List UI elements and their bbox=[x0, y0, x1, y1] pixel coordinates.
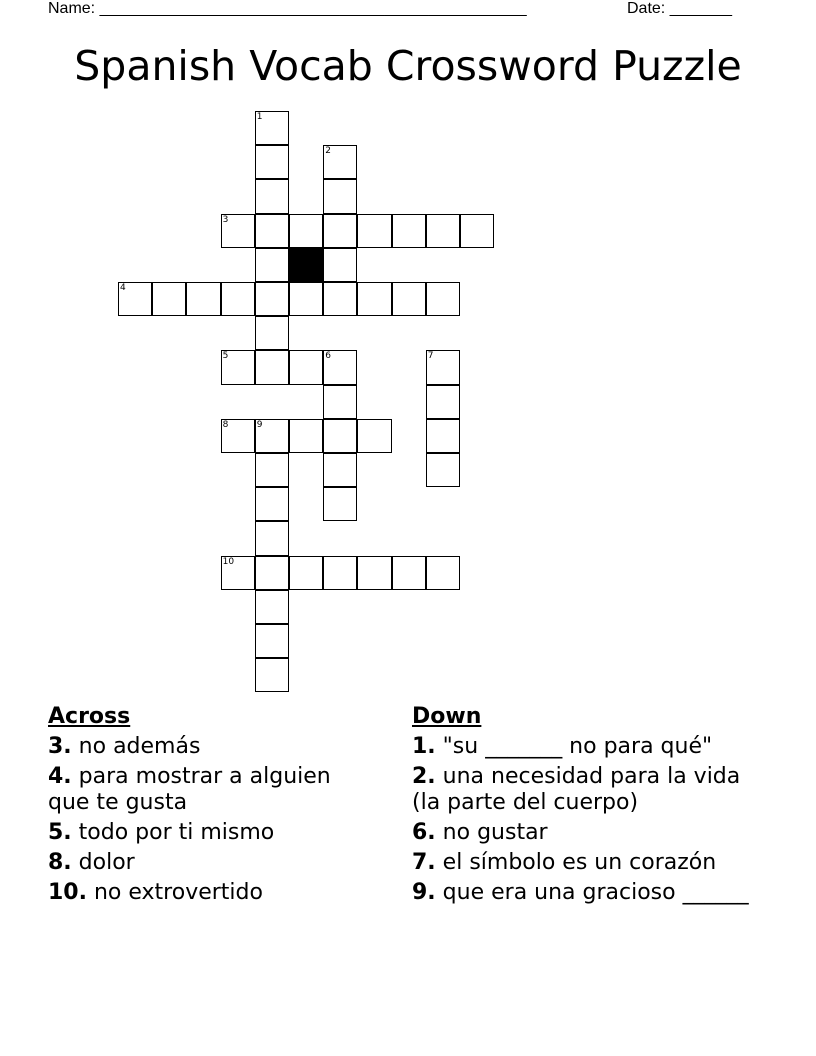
clue-down-7 bbox=[412, 850, 772, 876]
grid-cell[interactable] bbox=[357, 419, 391, 453]
grid-cell[interactable] bbox=[255, 111, 289, 145]
grid-cell[interactable] bbox=[255, 658, 289, 692]
grid-cell[interactable] bbox=[289, 350, 323, 384]
down-clues bbox=[412, 702, 772, 910]
grid-cell[interactable] bbox=[323, 487, 357, 521]
clue-across-8 bbox=[48, 850, 378, 876]
grid-cell[interactable] bbox=[152, 282, 186, 316]
grid-cell[interactable] bbox=[392, 282, 426, 316]
clue-text: no además bbox=[78, 734, 201, 759]
clue-text: no extrovertido bbox=[93, 880, 263, 905]
grid-cell[interactable] bbox=[323, 214, 357, 248]
cell-number: 8 bbox=[222, 419, 229, 430]
clue-number: 4. bbox=[48, 764, 72, 789]
clue-number: 5. bbox=[48, 820, 72, 845]
clue-text: no gustar bbox=[442, 820, 548, 845]
grid-cell[interactable] bbox=[255, 214, 289, 248]
grid-cell[interactable] bbox=[255, 179, 289, 213]
grid-cell[interactable] bbox=[255, 590, 289, 624]
cell-number: 2 bbox=[325, 146, 331, 157]
clue-across-10 bbox=[48, 880, 378, 906]
clue-down-6 bbox=[412, 820, 772, 846]
clue-across-5 bbox=[48, 820, 378, 846]
clue-text: una necesidad para la vida (la parte del cuerpo) bbox=[412, 764, 741, 815]
clue-number: 2. bbox=[412, 764, 436, 789]
clue-across-4 bbox=[48, 764, 378, 816]
clue-number: 10. bbox=[48, 880, 87, 905]
clue-number: 1. bbox=[412, 734, 436, 759]
clue-text: para mostrar a alguien que te gusta bbox=[48, 764, 331, 815]
clue-text: el símbolo es un corazón bbox=[442, 850, 717, 875]
down-heading: Down bbox=[412, 704, 482, 729]
clue-number: 8. bbox=[48, 850, 72, 875]
grid-cell[interactable] bbox=[392, 556, 426, 590]
grid-cell[interactable] bbox=[118, 282, 152, 316]
grid-cell[interactable] bbox=[255, 350, 289, 384]
clue-number: 7. bbox=[412, 850, 436, 875]
grid-cell[interactable] bbox=[323, 248, 357, 282]
cell-number: 10 bbox=[222, 556, 235, 567]
clue-text: "su _______ no para qué" bbox=[442, 734, 713, 759]
clue-number: 9. bbox=[412, 880, 436, 905]
grid-cell[interactable] bbox=[357, 282, 391, 316]
cell-number: 7 bbox=[427, 351, 434, 362]
page-title: Spanish Vocab Crossword Puzzle bbox=[74, 42, 742, 90]
cell-number: 5 bbox=[222, 351, 229, 362]
across-clues bbox=[48, 702, 378, 910]
grid-cell[interactable] bbox=[255, 521, 289, 555]
name-field-label: Name: ________________________________________________ bbox=[48, 0, 527, 17]
cell-number: 1 bbox=[256, 112, 263, 122]
grid-cell[interactable] bbox=[221, 214, 255, 248]
grid-cell[interactable] bbox=[221, 556, 255, 590]
grid-cell[interactable] bbox=[426, 453, 460, 487]
grid-cell[interactable] bbox=[221, 419, 255, 453]
grid-cell[interactable] bbox=[255, 556, 289, 590]
grid-cell[interactable] bbox=[357, 556, 391, 590]
grid-cell[interactable] bbox=[323, 282, 357, 316]
grid-cell[interactable] bbox=[426, 282, 460, 316]
grid-cell[interactable] bbox=[289, 419, 323, 453]
grid-cell[interactable] bbox=[255, 248, 289, 282]
grid-cell[interactable] bbox=[323, 350, 357, 384]
grid-cell[interactable] bbox=[289, 214, 323, 248]
clue-text: que era una gracioso ______ bbox=[442, 880, 749, 905]
grid-cell[interactable] bbox=[426, 419, 460, 453]
clue-across-3 bbox=[48, 734, 378, 760]
grid-cell[interactable] bbox=[426, 350, 460, 384]
cell-number: 4 bbox=[120, 283, 126, 293]
grid-cell[interactable] bbox=[221, 282, 255, 316]
grid-cell[interactable] bbox=[323, 453, 357, 487]
cell-number: 9 bbox=[256, 419, 263, 430]
grid-cell[interactable] bbox=[255, 624, 289, 658]
grid-cell[interactable] bbox=[255, 419, 289, 453]
clue-number: 3. bbox=[48, 734, 72, 759]
grid-cell[interactable] bbox=[255, 487, 289, 521]
grid-cell[interactable] bbox=[289, 556, 323, 590]
grid-cell[interactable] bbox=[323, 145, 357, 179]
grid-cell[interactable] bbox=[255, 316, 289, 350]
clue-down-1 bbox=[412, 734, 772, 760]
grid-cell[interactable] bbox=[323, 419, 357, 453]
grid-cell[interactable] bbox=[392, 214, 426, 248]
grid-cell[interactable] bbox=[221, 350, 255, 384]
cell-number: 3 bbox=[222, 214, 229, 225]
date-field-label: Date: _______ bbox=[627, 0, 732, 17]
grid-cell[interactable] bbox=[460, 214, 494, 248]
grid-cell[interactable] bbox=[323, 179, 357, 213]
grid-cell[interactable] bbox=[255, 453, 289, 487]
grid-cell[interactable] bbox=[426, 385, 460, 419]
grid-cell[interactable] bbox=[255, 145, 289, 179]
clue-text: todo por ti mismo bbox=[78, 820, 275, 845]
grid-cell[interactable] bbox=[323, 556, 357, 590]
grid-cell[interactable] bbox=[186, 282, 220, 316]
cell-number: 6 bbox=[325, 351, 331, 362]
clue-down-9 bbox=[412, 880, 772, 906]
grid-cell[interactable] bbox=[426, 556, 460, 590]
grid-cell-blocked bbox=[289, 248, 323, 282]
grid-cell[interactable] bbox=[357, 214, 391, 248]
grid-cell[interactable] bbox=[255, 282, 289, 316]
grid-cell[interactable] bbox=[426, 214, 460, 248]
clue-down-2 bbox=[412, 764, 772, 816]
grid-cell[interactable] bbox=[289, 282, 323, 316]
clue-text: dolor bbox=[78, 850, 135, 875]
grid-cell[interactable] bbox=[323, 385, 357, 419]
clue-number: 6. bbox=[412, 820, 436, 845]
across-heading: Across bbox=[48, 704, 131, 729]
